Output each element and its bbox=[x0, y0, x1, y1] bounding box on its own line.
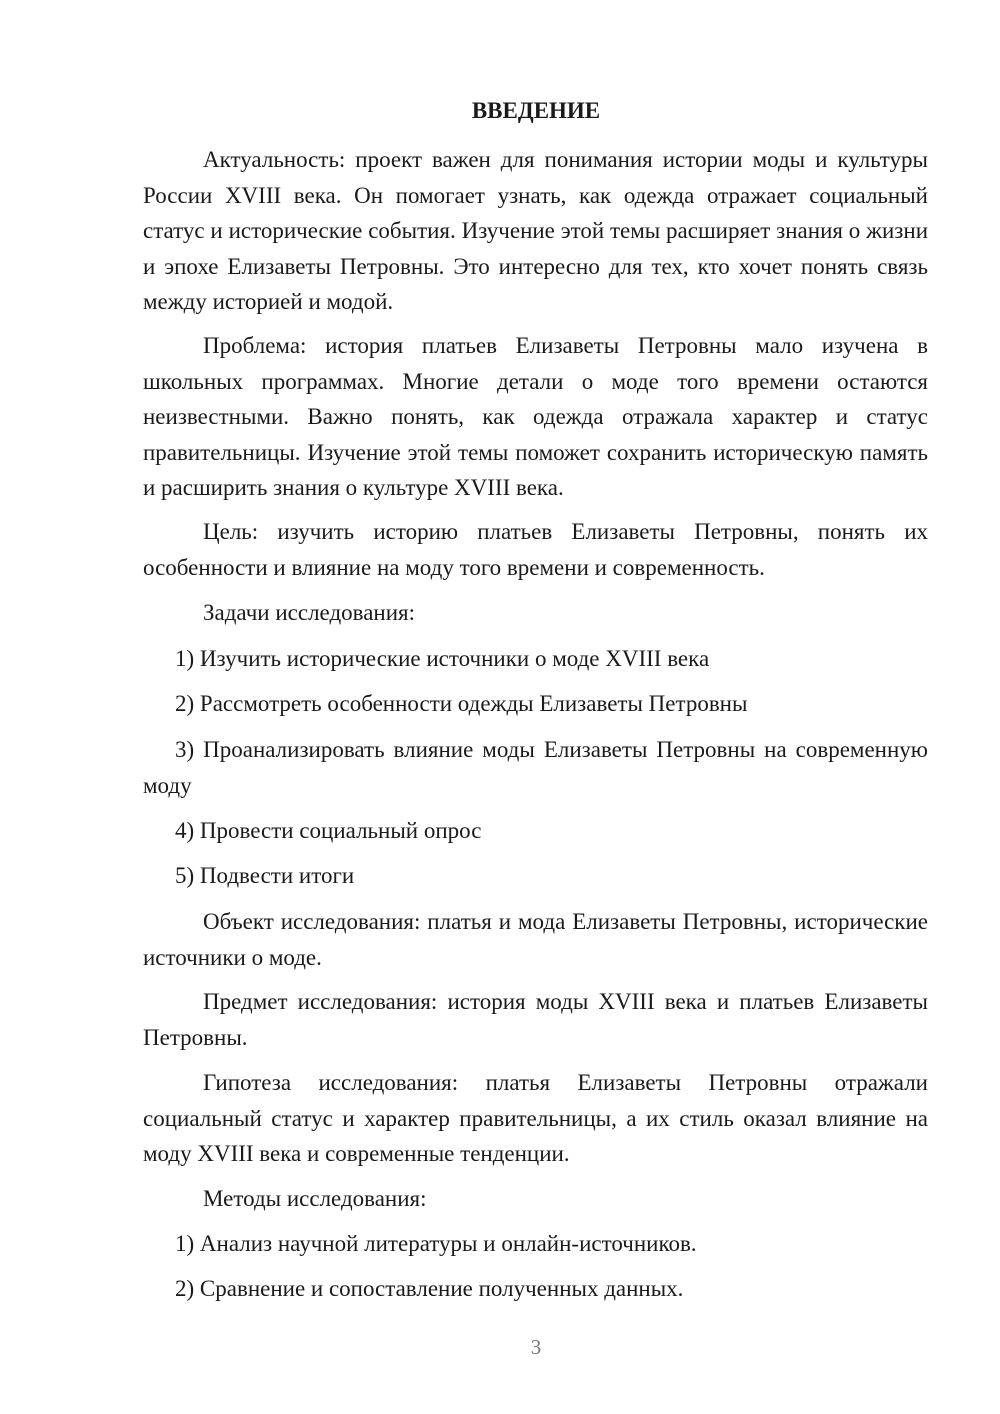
method-item: 2) Сравнение и сопоставление полученных данных. bbox=[175, 1276, 684, 1301]
methods-heading: Методы исследования: bbox=[203, 1186, 427, 1211]
tasks-heading: Задачи исследования: bbox=[203, 600, 416, 625]
task-item: 2) Рассмотреть особенности одежды Елизаветы Петровны bbox=[175, 691, 748, 716]
problem-paragraph: Проблема: история платьев Елизаветы Петровны мало изучена в школьных программах. Многие детали о моде того времени остаются неизвестными. Важно понять, как одежда отражала характер и статус правительницы. Изучение этой темы поможет сохранить историческую память и расширить знания о культуре XVIII века. bbox=[143, 333, 928, 500]
task-item: 1) Изучить исторические источники о моде XVIII века bbox=[175, 646, 710, 671]
goal-paragraph: Цель: изучить историю платьев Елизаветы Петровны, понять их особенности и влияние на моду того времени и современность. bbox=[143, 519, 928, 580]
subject-paragraph: Предмет исследования: история моды XVIII века и платьев Елизаветы Петровны. bbox=[143, 989, 928, 1050]
object-paragraph: Объект исследования: платья и мода Елизаветы Петровны, исторические источники о моде. bbox=[143, 909, 928, 970]
page-title: ВВЕДЕНИЕ bbox=[471, 98, 601, 123]
task-item: 3) Проанализировать влияние моды Елизаветы Петровны на современную моду bbox=[143, 737, 928, 798]
task-item: 5) Подвести итоги bbox=[175, 863, 355, 888]
hypothesis-paragraph: Гипотеза исследования: платья Елизаветы Петровны отражали социальный статус и характер правительницы, а их стиль оказал влияние на моду XVIII века и современные тенденции. bbox=[143, 1070, 928, 1166]
page-number: 3 bbox=[530, 1335, 542, 1359]
relevance-paragraph: Актуальность: проект важен для понимания истории моды и культуры России XVIII века. Он помогает узнать, как одежда отражает социальный статус и исторические события. Изучение этой темы расширяет знания о жизни и эпохе Елизаветы Петровны. Это интересно для тех, кто хочет понять связь между историей и модой. bbox=[143, 147, 928, 314]
method-item: 1) Анализ научной литературы и онлайн-источников. bbox=[175, 1231, 697, 1256]
task-item: 4) Провести социальный опрос bbox=[175, 818, 482, 843]
